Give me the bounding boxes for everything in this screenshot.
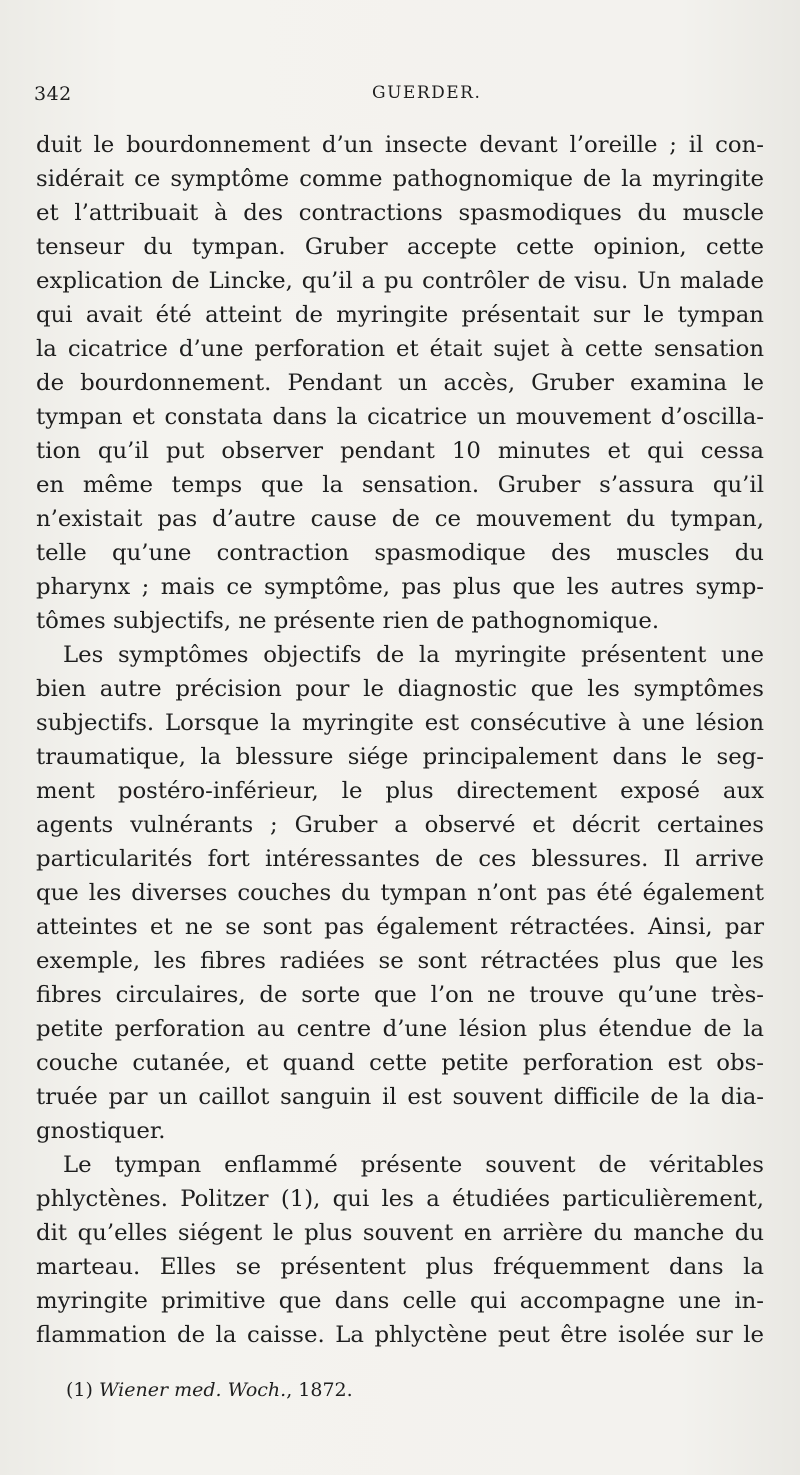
footnote-title: Wiener med. Woch. bbox=[98, 1379, 287, 1401]
text-line: marteau. Elles se présentent plus fréquemment dans la bbox=[36, 1254, 764, 1280]
text-line: particularités fort intéressantes de ces blessures. Il arrive bbox=[36, 846, 764, 872]
text-line: que les diverses couches du tympan n’ont pas été également bbox=[36, 880, 764, 906]
text-line: explication de Lincke, qu’il a pu contrôler de visu. Un malade bbox=[36, 268, 764, 294]
text-line: qui avait été atteint de myringite présentait sur le tympan bbox=[36, 302, 764, 328]
text-line: flammation de la caisse. La phlyctène peut être isolée sur le bbox=[36, 1322, 764, 1348]
text-line: tion qu’il put observer pendant 10 minutes et qui cessa bbox=[36, 438, 764, 464]
text-line: exemple, les fibres radiées se sont rétractées plus que les bbox=[36, 948, 764, 974]
running-head: GUERDER. bbox=[372, 83, 482, 103]
text-line: truée par un caillot sanguin il est souvent difficile de la dia- bbox=[36, 1084, 764, 1110]
text-line: Les symptômes objectifs de la myringite présentent une bbox=[63, 642, 764, 668]
text-line: couche cutanée, et quand cette petite perforation est obs- bbox=[36, 1050, 764, 1076]
text-line: atteintes et ne se sont pas également rétractées. Ainsi, par bbox=[36, 914, 764, 940]
text-line: tômes subjectifs, ne présente rien de pathognomique. bbox=[36, 608, 660, 634]
text-line: et l’attribuait à des contractions spasmodiques du muscle bbox=[36, 200, 764, 226]
footnote bbox=[66, 1377, 353, 1403]
text-line: tenseur du tympan. Gruber accepte cette opinion, cette bbox=[36, 234, 764, 260]
text-line: telle qu’une contraction spasmodique des muscles du bbox=[36, 540, 764, 566]
text-line: traumatique, la blessure siége principalement dans le seg- bbox=[36, 744, 764, 770]
text-line: de bourdonnement. Pendant un accès, Gruber examina le bbox=[36, 370, 764, 396]
text-line: n’existait pas d’autre cause de ce mouvement du tympan, bbox=[36, 506, 764, 532]
text-line: bien autre précision pour le diagnostic que les symptômes bbox=[36, 676, 764, 702]
page-header bbox=[34, 83, 760, 113]
text-line: la cicatrice d’une perforation et était sujet à cette sensation bbox=[36, 336, 764, 362]
body-text bbox=[36, 128, 764, 1352]
text-line: sidérait ce symptôme comme pathognomique de la myringite bbox=[36, 166, 764, 192]
page-number: 342 bbox=[34, 83, 72, 105]
text-line: en même temps que la sensation. Gruber s’assura qu’il bbox=[36, 472, 764, 498]
text-line: fibres circulaires, de sorte que l’on ne trouve qu’une très- bbox=[36, 982, 764, 1008]
text-line: Le tympan enflammé présente souvent de véritables bbox=[63, 1152, 764, 1178]
text-line: ment postéro-inférieur, le plus directement exposé aux bbox=[36, 778, 764, 804]
text-line: tympan et constata dans la cicatrice un mouvement d’oscilla- bbox=[36, 404, 764, 430]
text-line: petite perforation au centre d’une lésion plus étendue de la bbox=[36, 1016, 764, 1042]
text-line: pharynx ; mais ce symptôme, pas plus que les autres symp- bbox=[36, 574, 764, 600]
text-line: myringite primitive que dans celle qui accompagne une in- bbox=[36, 1288, 764, 1314]
text-line: gnostiquer. bbox=[36, 1118, 166, 1144]
text-line: agents vulnérants ; Gruber a observé et décrit certaines bbox=[36, 812, 764, 838]
footnote-rest: , 1872. bbox=[286, 1379, 353, 1401]
text-line: subjectifs. Lorsque la myringite est consécutive à une lésion bbox=[36, 710, 764, 736]
text-line: phlyctènes. Politzer (1), qui les a étudiées particulièrement, bbox=[36, 1186, 764, 1212]
text-line: duit le bourdonnement d’un insecte devant l’oreille ; il con- bbox=[36, 132, 764, 158]
footnote-marker: (1) bbox=[66, 1379, 93, 1401]
text-line: dit qu’elles siégent le plus souvent en arrière du manche du bbox=[36, 1220, 764, 1246]
